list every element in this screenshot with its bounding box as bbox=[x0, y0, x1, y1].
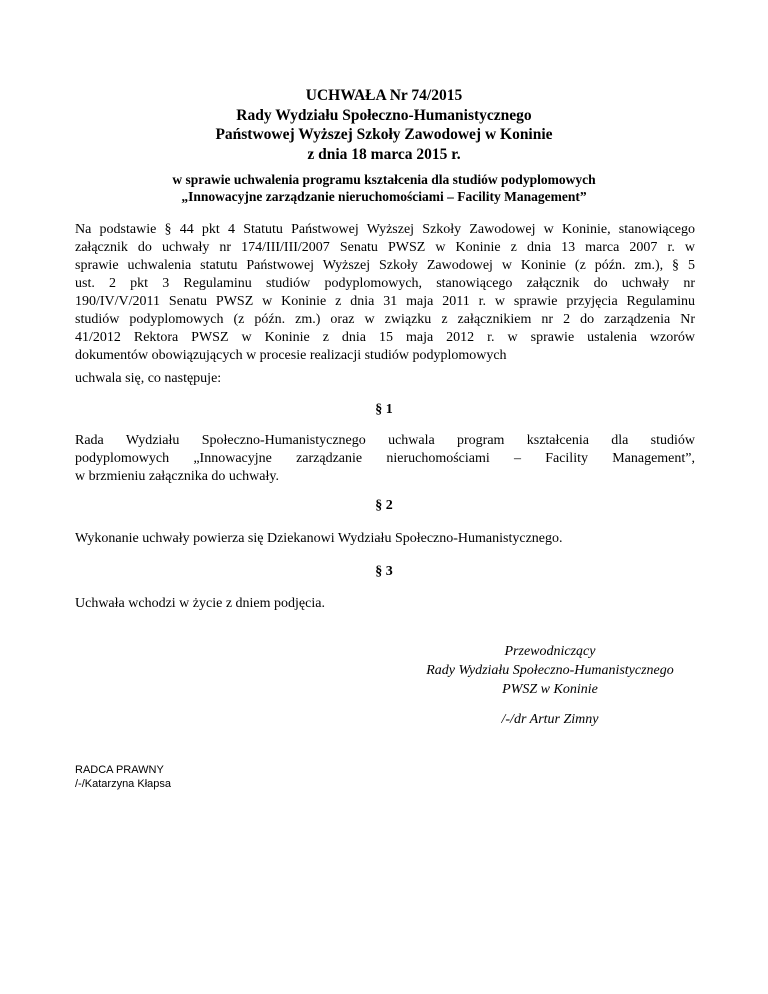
chairman-council: Rady Wydziału Społeczno-Humanistycznego bbox=[426, 663, 674, 678]
resolution-header bbox=[0, 86, 768, 164]
preamble-line: studiów podyplomowych (z późn. zm.) oraz w związku z załącznikiem nr 2 do zarządzenia Nr bbox=[75, 312, 695, 327]
preamble-line: dokumentów obowiązujących w procesie realizacji studiów podyplomowych bbox=[75, 348, 507, 363]
section-1-line: Rada Wydziału Społeczno-Humanistycznego uchwala program kształcenia dla studiów bbox=[75, 433, 695, 448]
resolves-text: uchwala się, co następuje: bbox=[75, 371, 222, 386]
preamble-line: sprawie uchwalenia statutu Państwowej Wyższej Szkoły Zawodowej w Koninie (z późn. zm.), § 5 bbox=[75, 258, 695, 273]
legal-counsel-block bbox=[75, 763, 171, 791]
chairman-title: Przewodniczący bbox=[504, 644, 596, 659]
legal-counsel-title: RADCA PRAWNY bbox=[75, 764, 164, 776]
preamble-paragraph bbox=[75, 221, 695, 365]
section-2-mark: § 2 bbox=[375, 498, 393, 513]
section-3-mark: § 3 bbox=[375, 564, 393, 579]
preamble-line: załącznik do uchwały nr 174/III/III/2007 Senatu PWSZ w Koninie z dnia 13 marca 2007 r. w bbox=[75, 240, 695, 255]
section-3-text: Uchwała wchodzi w życie z dniem podjęcia. bbox=[75, 596, 325, 611]
section-1-text bbox=[75, 432, 695, 486]
council-name: Rady Wydziału Społeczno-Humanistycznego bbox=[236, 106, 532, 124]
section-1-line: w brzmieniu załącznika do uchwały. bbox=[75, 469, 279, 484]
section-1-line: podyplomowych „Innowacyjne zarządzanie nieruchomościami – Facility Management”, bbox=[75, 451, 695, 466]
resolution-number: UCHWAŁA Nr 74/2015 bbox=[305, 87, 463, 104]
section-2-text: Wykonanie uchwały powierza się Dziekanowi Wydziału Społeczno-Humanistycznego. bbox=[75, 531, 563, 546]
subject-line-2: „Innowacyjne zarządzanie nieruchomościami – Facility Management” bbox=[181, 188, 587, 204]
preamble-line: 190/IV/V/2011 Senatu PWSZ w Koninie z dnia 31 maja 2011 r. w sprawie przyjęcia Regulaminu bbox=[75, 294, 695, 309]
preamble-line: Na podstawie § 44 pkt 4 Statutu Państwowej Wyższej Szkoły Zawodowej w Koninie, stanowiącego bbox=[75, 222, 695, 237]
preamble-line: ust. 2 pkt 3 Regulaminu studiów podyplomowych, stanowiącego załącznik do uchwały nr bbox=[75, 276, 695, 291]
chairman-signature-block bbox=[390, 642, 710, 699]
section-1-mark: § 1 bbox=[375, 402, 393, 417]
preamble-line: 41/2012 Rektora PWSZ w Koninie z dnia 15 maja 2012 r. w sprawie ustalenia wzorów bbox=[75, 330, 695, 345]
resolution-date: z dnia 18 marca 2015 r. bbox=[307, 145, 461, 163]
resolution-subject bbox=[0, 172, 768, 205]
chairman-institution: PWSZ w Koninie bbox=[502, 682, 598, 697]
legal-counsel-name: /-/Katarzyna Kłapsa bbox=[75, 778, 171, 790]
subject-line-1: w sprawie uchwalenia programu kształcenia dla studiów podyplomowych bbox=[172, 172, 596, 187]
chairman-signer-name: /-/dr Artur Zimny bbox=[501, 712, 599, 727]
institution-name: Państwowej Wyższej Szkoły Zawodowej w Koninie bbox=[215, 126, 553, 143]
